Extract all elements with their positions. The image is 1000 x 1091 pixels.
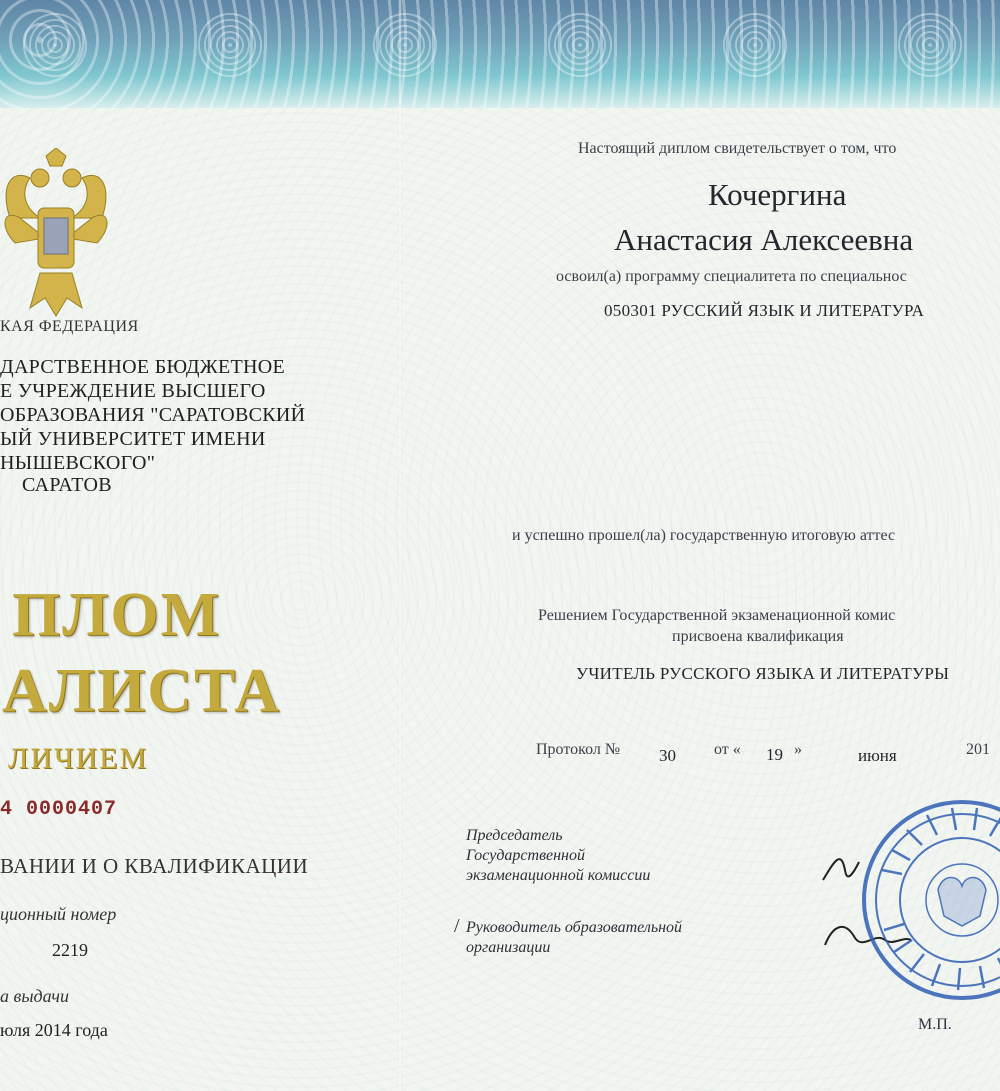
org-name-line: ОБРАЗОВАНИЯ "САРАТОВСКИЙ [0,404,306,426]
org-name-line: ЫЙ УНИВЕРСИТЕТ ИМЕНИ [0,428,266,450]
graduate-given-names: Анастасия Алексеевна [614,222,914,257]
registration-number: 2219 [52,940,88,960]
protocol-day: 19 [766,745,783,764]
honors-label: ЛИЧИЕМ [8,742,149,775]
protocol-month: июня [858,746,897,765]
diploma-serial-number: 4 0000407 [0,798,118,821]
org-city-line: САРАТОВ [22,474,112,496]
head-label-line: организации [466,939,551,956]
org-name-line: ДАРСТВЕННОЕ БЮДЖЕТНОЕ [0,356,286,378]
registration-number-label: ционный номер [0,904,117,924]
head-label-line: Руководитель образовательной [466,919,683,936]
protocol-from-label: от « [714,741,741,758]
protocol-close-quote: » [794,741,802,758]
certifies-text: Настоящий диплом свидетельствует о том, что [578,140,897,157]
chair-label-line: Государственной [466,847,585,864]
org-name-line: НЫШЕВСКОГО" [0,452,156,474]
country-name: КАЯ ФЕДЕРАЦИЯ [0,318,139,335]
chair-label-line: Председатель [466,827,563,844]
issue-date-label: а выдачи [0,986,69,1006]
program-mastered-text: освоил(а) программу специалитета по специальнос [556,268,907,285]
guilloche-rosette-icon [895,10,965,80]
qualification-awarded-text: присвоена квалификация [672,628,844,645]
double-headed-eagle-icon [0,148,112,318]
graduate-surname: Кочергина [708,177,847,212]
diploma-title-specialist: АЛИСТА [2,657,282,725]
guilloche-rosette-icon [545,10,615,80]
commission-decision-text: Решением Государственной экзаменационной комис [538,607,896,624]
issue-date: юля 2014 года [0,1020,108,1040]
official-seal-icon [862,790,1000,1000]
education-qualification-line: ВАНИИ И О КВАЛИФИКАЦИИ [0,854,309,878]
guilloche-rosette-icon [370,10,440,80]
protocol-label: Протокол № [536,741,621,758]
attestation-passed-text: и успешно прошел(ла) государственную итоговую аттес [512,527,896,544]
guilloche-rosette-icon [720,10,790,80]
guilloche-rosette-icon [20,10,90,80]
guilloche-rosette-icon [195,10,265,80]
slash-mark: / [454,915,460,937]
qualification-name: УЧИТЕЛЬ РУССКОГО ЯЗЫКА И ЛИТЕРАТУРЫ [576,664,950,683]
protocol-number: 30 [659,746,676,765]
diploma-title: ПЛОМ [12,581,222,649]
specialty-name: 050301 РУССКИЙ ЯЗЫК И ЛИТЕРАТУРА [604,301,925,320]
chair-label-line: экзаменационной комиссии [466,867,651,884]
org-name-line: Е УЧРЕЖДЕНИЕ ВЫСШЕГО [0,380,266,402]
guilloche-band [0,0,1000,108]
protocol-year: 201 [966,741,990,758]
page-fold [398,0,402,1091]
seal-place-mark: М.П. [918,1016,952,1033]
